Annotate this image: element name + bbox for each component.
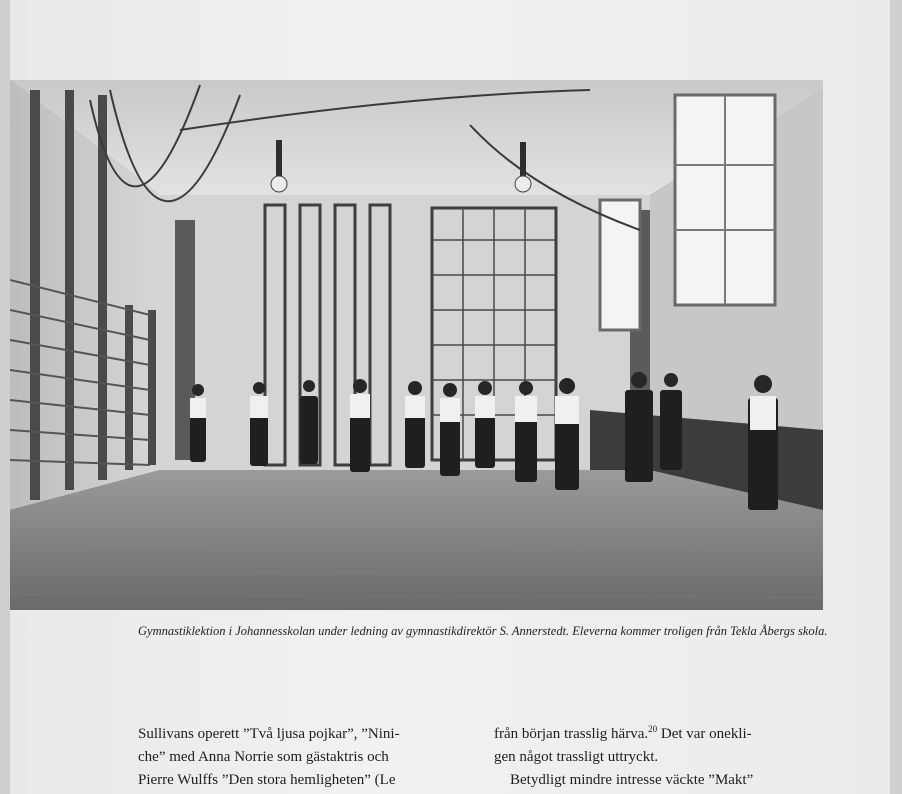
text-line: che” med Anna Norrie som gästaktris och <box>138 749 389 765</box>
text-line <box>494 723 824 746</box>
book-page <box>10 0 890 794</box>
text-column-right <box>494 723 824 792</box>
text-line: gen något trassligt uttryckt. <box>494 749 659 765</box>
photo-caption: Gymnastiklektion i Johannesskolan under ledning av gymnastikdirektör S. Annerstedt. Eleverna kommer troligen från Tekla Åbergs skola. <box>138 624 828 638</box>
text-fragment: från början trasslig härva. <box>494 726 649 742</box>
text-line: Pierre Wulffs ”Den stora hemligheten” (Le <box>138 772 396 788</box>
text-line: Sullivans operett ”Två ljusa pojkar”, ”Nini- <box>138 726 400 742</box>
footnote-marker: 20 <box>648 724 658 734</box>
text-column-left <box>138 723 464 792</box>
text-line: Betydligt mindre intresse väckte ”Makt” <box>510 772 754 788</box>
gymnasium-photo-drawing <box>10 80 823 610</box>
text-fragment: Det var onekli- <box>657 726 752 742</box>
gymnasium-photograph <box>10 80 823 610</box>
